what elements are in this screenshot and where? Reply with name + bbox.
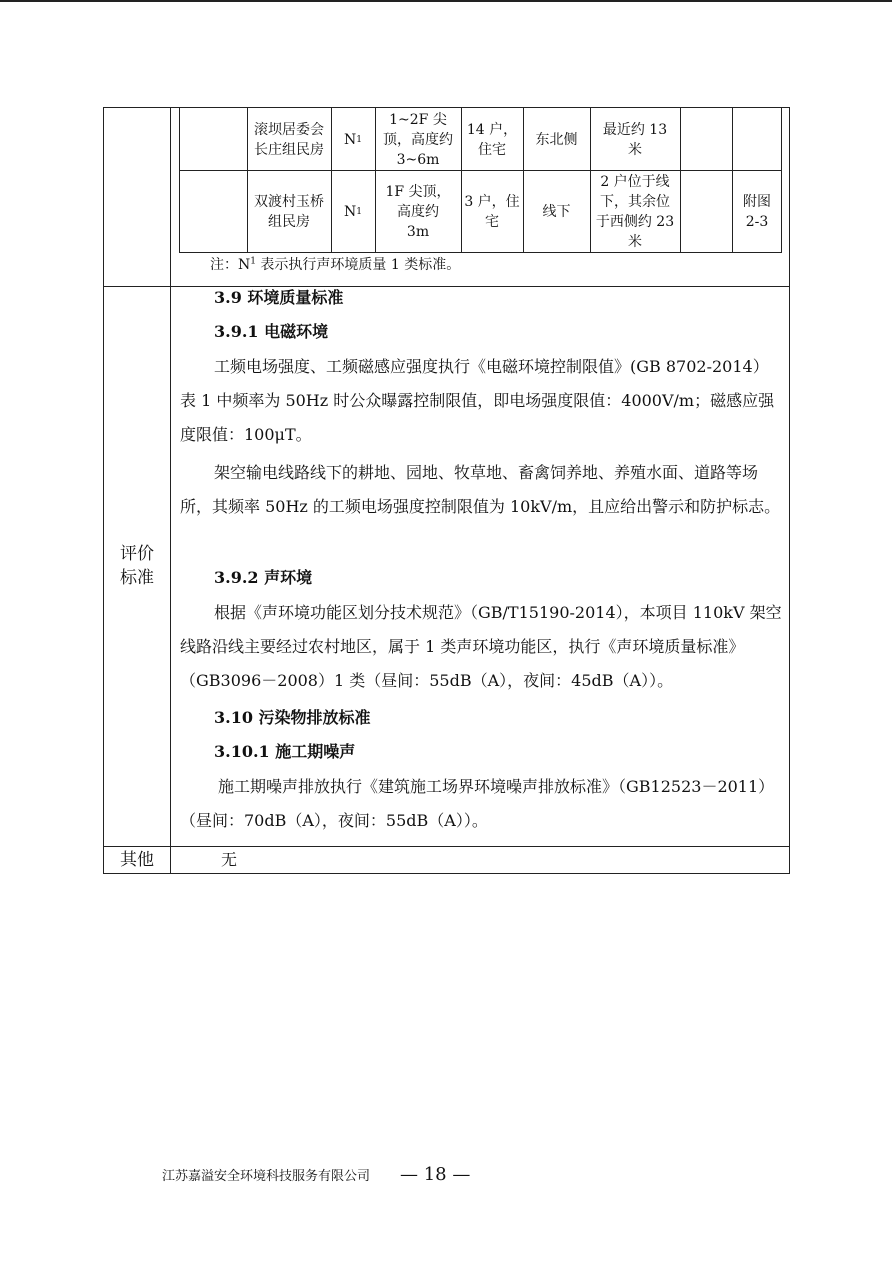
- section-divider-other: [104, 846, 789, 847]
- inner-col-10: [781, 108, 782, 253]
- table-row-1-standard: N 1: [344, 132, 362, 148]
- table-row-1-direction: 东北侧: [535, 132, 578, 148]
- footer-company: 江苏嘉溢安全环境科技服务有限公司: [162, 1169, 371, 1184]
- table-row-1-name: 滚坝居委会长庄组民房: [254, 122, 324, 158]
- section-divider-criteria: [104, 286, 789, 287]
- label-column-divider: [170, 108, 171, 873]
- note-sup: 1: [250, 256, 256, 267]
- other-label: 其他: [120, 850, 154, 870]
- page-number: — 18 —: [400, 1164, 471, 1185]
- inner-col-8: [680, 108, 681, 253]
- inner-col-2: [247, 108, 248, 253]
- paragraph-electric-field-control: 架空输电线路线下的耕地、园地、牧草地、畜禽饲养地、养殖水面、道路等场所，其频率 50Hz 的工频电场强度控制限值为 10kV/m，且应给出警示和防护标志。: [180, 463, 781, 516]
- criteria-label-line1: 评价: [120, 544, 154, 564]
- note-suffix: 表示执行声环境质量 1 类标准。: [255, 257, 461, 273]
- paragraph-acoustic-standard: 根据《声环境功能区划分技术规范》（GB/T15190-2014），本项目 110kV 架空线路沿线主要经过农村地区，属于 1 类声环境功能区，执行《声环境质量标准》（GB3096－2008）1 类（昼间：55dB（A），夜间：45dB（A））。: [180, 603, 782, 690]
- section-heading-3-9-1: 3.9.1 电磁环境: [214, 322, 329, 341]
- table-row-2-building: 1F 尖顶，高度约 3m: [385, 184, 451, 240]
- table-row-2-count: 3 户，住宅: [464, 194, 520, 230]
- section-heading-3-9: 3.9 环境质量标准: [214, 288, 344, 307]
- paragraph-electromagnetic-limits: 工频电场强度、工频磁感应强度执行《电磁环境控制限值》(GB 8702-2014）表 1 中频率为 50Hz 时公众曝露控制限值，即电场强度限值：4000V/m；磁感应强度限值：100μT。: [180, 357, 775, 444]
- paragraph-construction-noise: 施工期噪声排放执行《建筑施工场界环境噪声排放标准》（GB12523－2011）（昼间：70dB（A），夜间：55dB（A））。: [180, 777, 775, 830]
- inner-col-5: [461, 108, 462, 253]
- note-prefix: 注：N: [210, 257, 251, 273]
- inner-col-4: [375, 108, 376, 253]
- table-row-1-figure: [732, 110, 781, 170]
- table-row-2-direction: 线下: [542, 204, 571, 220]
- table-note: [210, 255, 460, 275]
- std-label: N: [344, 204, 357, 220]
- table-row-2-standard: N 1: [344, 204, 362, 220]
- row-divider-2: [179, 252, 781, 253]
- table-row-1-count: 14 户，住宅: [466, 122, 518, 158]
- std-label: N: [344, 132, 357, 148]
- inner-col-7: [590, 108, 591, 253]
- table-row-2-name: 双渡村玉桥组民房: [254, 194, 324, 230]
- section-heading-3-10-1: 3.10.1 施工期噪声: [214, 742, 356, 761]
- section-heading-3-10: 3.10 污染物排放标准: [214, 708, 371, 727]
- table-row-1-building: 1~2F 尖顶，高度约 3~6m: [383, 112, 453, 168]
- row-divider-1: [179, 170, 781, 171]
- other-value: 无: [220, 850, 237, 869]
- inner-col-1: [179, 108, 180, 253]
- page-top-border: [0, 0, 892, 2]
- criteria-label-line2: 标准: [120, 568, 154, 588]
- section-heading-3-9-2: 3.9.2 声环境: [214, 568, 313, 587]
- table-row-2-figure: 附图 2-3: [743, 194, 771, 230]
- table-row-2-distance: 2 户位于线下，其余位于西侧约 23 米: [595, 174, 675, 250]
- table-row-1-distance: 最近约 13 米: [602, 122, 668, 158]
